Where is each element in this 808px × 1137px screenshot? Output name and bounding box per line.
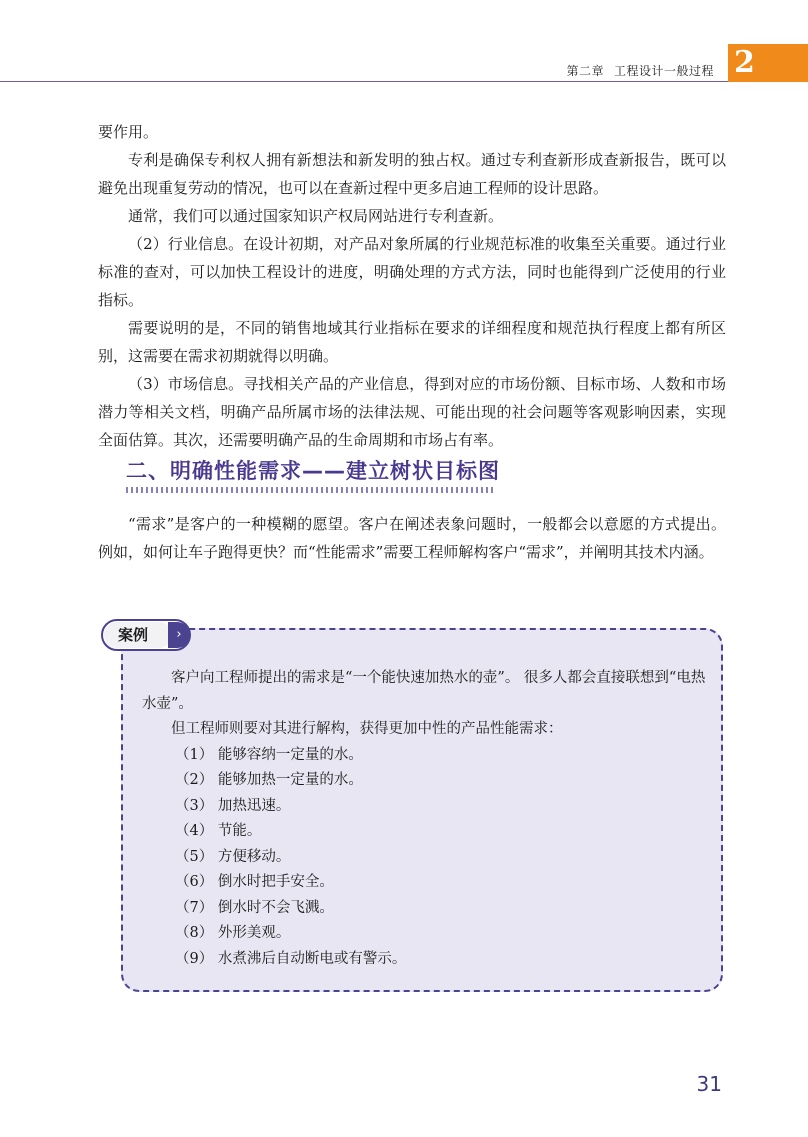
section-title-underline xyxy=(126,487,496,493)
chapter-title: 工程设计一般过程 xyxy=(613,64,714,78)
list-item: （6） 倒水时把手安全。 xyxy=(175,874,334,890)
case-paragraph: 客户向工程师提出的需求是“一个能快速加热水的壶”。 很多人都会直接联想到“电热水壶”。 xyxy=(142,670,706,712)
paragraph: 需要说明的是，不同的销售地域其行业指标在要求的详细程度和规范执行程度上都有所区别，这需要在需求初期就得以明确。 xyxy=(98,319,726,365)
case-label: 案例 xyxy=(118,626,149,644)
list-item: （2） 能够加热一定量的水。 xyxy=(175,772,363,788)
list-item: （5） 方便移动。 xyxy=(175,848,291,865)
chapter-label: 第二章 xyxy=(566,64,604,78)
list-item: （7） 倒水时不会飞溅。 xyxy=(175,899,334,916)
paragraph: （3）市场信息。寻找相关产品的产业信息，得到对应的市场份额、目标市场、人数和市场潜力等相关文档，明确产品所属市场的法律法规、可能出现的社会问题等客观影响因素，实现全面估算。其次，还需要明确产品的生命周期和市场占有率。 xyxy=(98,375,726,449)
chevron-right-icon: › xyxy=(168,622,190,648)
body-text xyxy=(98,118,726,454)
paragraph: （2）行业信息。在设计初期，对产品对象所属的行业规范标准的收集至关重要。通过行业标准的查对，可以加快工程设计的进度，明确处理的方式方法，同时也能得到广泛使用的行业指标。 xyxy=(98,235,726,309)
case-list xyxy=(142,743,708,973)
section-title: 二、明确性能需求——建立树状目标图 xyxy=(126,459,500,483)
chapter-number: 2 xyxy=(734,45,755,80)
case-text xyxy=(142,666,708,972)
paragraph: 要作用。 xyxy=(98,123,159,141)
list-item: （1） 能够容纳一定量的水。 xyxy=(175,746,363,763)
paragraph: 通常，我们可以通过国家知识产权局网站进行专利查新。 xyxy=(128,207,504,225)
list-item: （9） 水煮沸后自动断电或有警示。 xyxy=(175,950,407,967)
list-item: （4） 节能。 xyxy=(175,823,262,839)
list-item: （8） 外形美观。 xyxy=(175,925,291,941)
page-number: 31 xyxy=(696,1072,722,1096)
section-intro xyxy=(98,510,726,566)
list-item: （3） 加热迅速。 xyxy=(175,797,291,814)
running-header xyxy=(556,62,714,79)
case-paragraph: 但工程师则要对其进行解构，获得更加中性的产品性能需求： xyxy=(171,721,563,737)
paragraph: “需求”是客户的一种模糊的愿望。客户在阐述表象问题时，一般都会以意愿的方式提出。例如，如何让车子跑得更快？而“性能需求”需要工程师解构客户“需求”，并阐明其技术内涵。 xyxy=(98,515,726,561)
header-rule xyxy=(0,81,728,82)
paragraph: 专利是确保专利权人拥有新想法和新发明的独占权。通过专利查新形成查新报告，既可以避免出现重复劳动的情况，也可以在查新过程中更多启迪工程师的设计思路。 xyxy=(98,151,726,197)
